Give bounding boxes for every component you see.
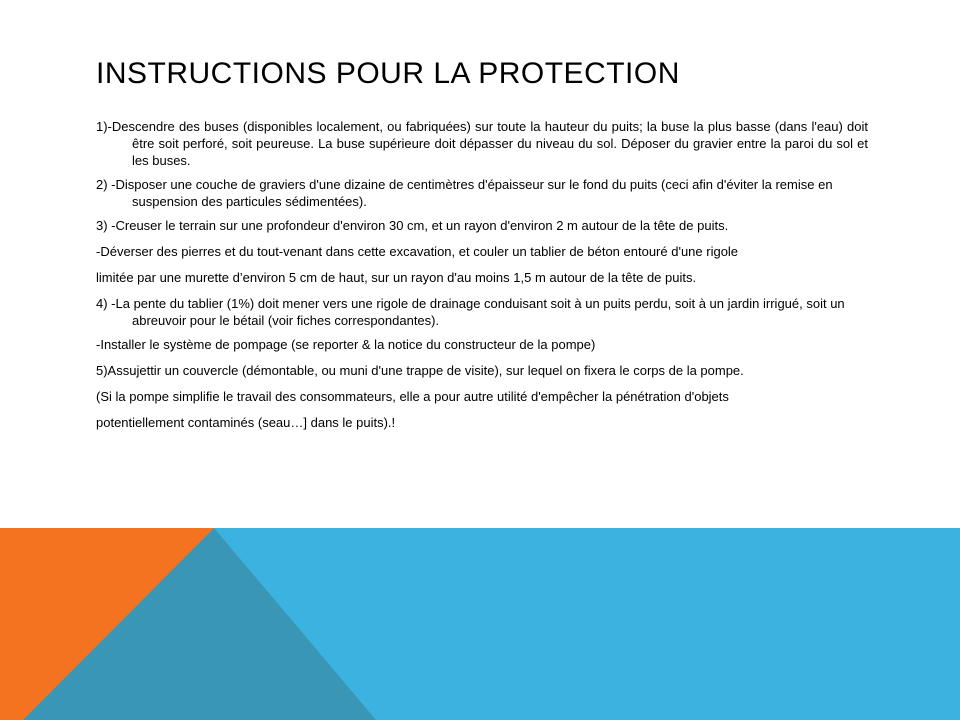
paragraph-step-2: 2) -Disposer une couche de graviers d'une dizaine de centimètres d'épaisseur sur le fond du puits (ceci afin d'éviter la remise en suspension des particules sédimentées). <box>96 177 833 209</box>
paragraph-step-3-wall: limitée par une murette d’environ 5 cm de haut, sur un rayon d'au moins 1,5 m autour de la tête de puits. <box>96 270 697 285</box>
paragraph-step-1: 1)-Descendre des buses (disponibles localement, ou fabriquées) sur toute la hauteur du puits; la buse la plus basse (dans l'eau) doit être soit perforé, soit peureuse. La buse supérieure doit dépasser du niveau du sol. Déposer du gravier entre la paroi du sol et les buses. <box>96 119 868 168</box>
decorative-footer-band <box>0 528 960 720</box>
slide-title: INSTRUCTIONS POUR LA PROTECTION <box>96 57 680 90</box>
paragraph-step-4: 4) -La pente du tablier (1%) doit mener vers une rigole de drainage conduisant soit à un puits perdu, soit à un jardin irrigué, soit un abreuvoir pour le bétail (voir fiches correspondantes). <box>96 296 845 328</box>
paragraph-step-5: 5)Assujettir un couvercle (démontable, ou muni d'une trappe de visite), sur lequel on fixera le corps de la pompe. <box>96 363 744 378</box>
paragraph-step-3: 3) -Creuser le terrain sur une profondeur d'environ 30 cm, et un rayon d'environ 2 m autour de la tête de puits. <box>96 218 729 233</box>
paragraph-step-3-pour: -Déverser des pierres et du tout-venant dans cette excavation, et couler un tablier de béton entouré d'une rigole <box>96 244 739 259</box>
body-text <box>96 118 868 440</box>
paragraph-note-pump: (Si la pompe simplifie le travail des consommateurs, elle a pour autre utilité d'empêcher la pénétration d'objets <box>96 389 729 404</box>
paragraph-note-contamination: potentiellement contaminés (seau…] dans le puits).! <box>96 415 396 430</box>
paragraph-pump-install: -Installer le système de pompage (se reporter & la notice du constructeur de la pompe) <box>96 337 596 352</box>
